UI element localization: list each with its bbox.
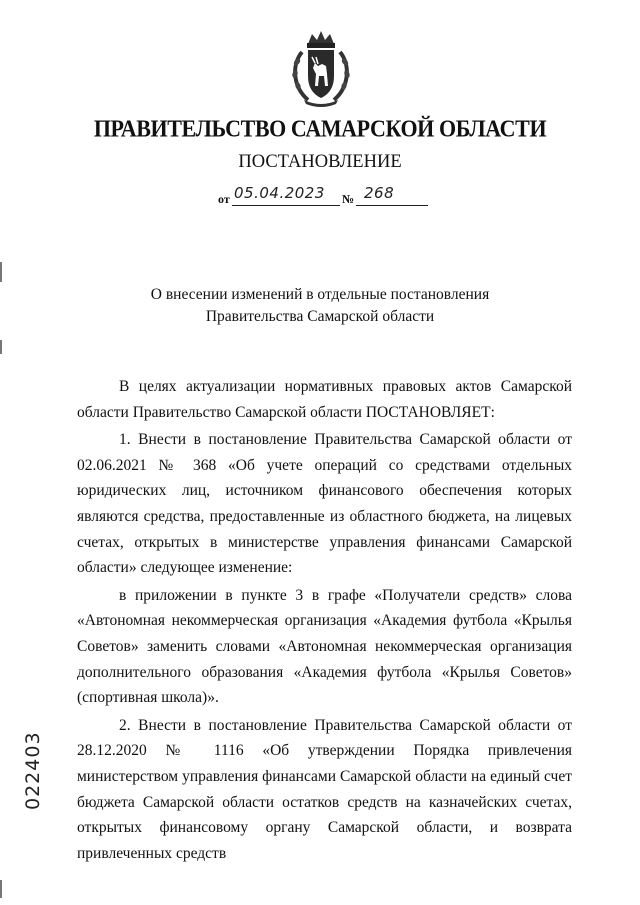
organization-title: ПРАВИТЕЛЬСТВО САМАРСКОЙ ОБЛАСТИ	[93, 114, 547, 142]
date-label: от	[218, 192, 230, 206]
document-subject	[0, 284, 640, 328]
number-value: 268	[364, 184, 395, 202]
date-underline	[232, 205, 340, 206]
scan-edge-mark	[0, 262, 2, 282]
paragraph: в приложении в пункте 3 в графе «Получатели средств» слова «Автономная некоммерческая организация «Академия футбола «Крылья Советов» заменить словами «Автономная некоммерческая организация дополнительного образования «Академия футбола «Крылья Советов» (спортивная школа)».	[77, 586, 572, 707]
margin-stamp-number: 022403	[22, 731, 44, 810]
registration-line	[218, 184, 432, 210]
scan-edge-mark	[0, 340, 2, 354]
number-label: №	[342, 192, 355, 206]
scan-edge-mark	[0, 880, 2, 898]
document-type: ПОСТАНОВЛЕНИЕ	[238, 152, 402, 172]
date-value: 05.04.2023	[234, 184, 325, 202]
document-body	[77, 374, 572, 868]
paragraph: 1. Внести в постановление Правительства Самарской области от 02.06.2021 № 368 «Об учете операций со средствами отдельных юридических лиц, источником финансового обеспечения которых являются средства, предоставленные из областного бюджета, на лицевых счетах, открытых в министерстве управления финансами Самарской области» следующее изменение:	[77, 431, 572, 577]
paragraph: В целях актуализации нормативных правовых актов Самарской области Правительство Самарской области ПОСТАНОВЛЯЕТ:	[77, 378, 572, 421]
paragraph: 2. Внести в постановление Правительства Самарской области от 28.12.2020 № 1116 «Об утверждении Порядка привлечения министерством управления финансами Самарской области на единый счет бюджета Самарской области остатков средств на казначейских счетах, открытых финансовому органу Самарской области, и возврата привлеченных средств	[77, 716, 572, 862]
samara-coat-of-arms-icon	[288, 28, 354, 110]
number-underline	[356, 205, 428, 206]
subject-line-2: Правительства Самарской области	[205, 308, 435, 325]
subject-line-1: О внесении изменений в отдельные постановления	[150, 286, 490, 303]
